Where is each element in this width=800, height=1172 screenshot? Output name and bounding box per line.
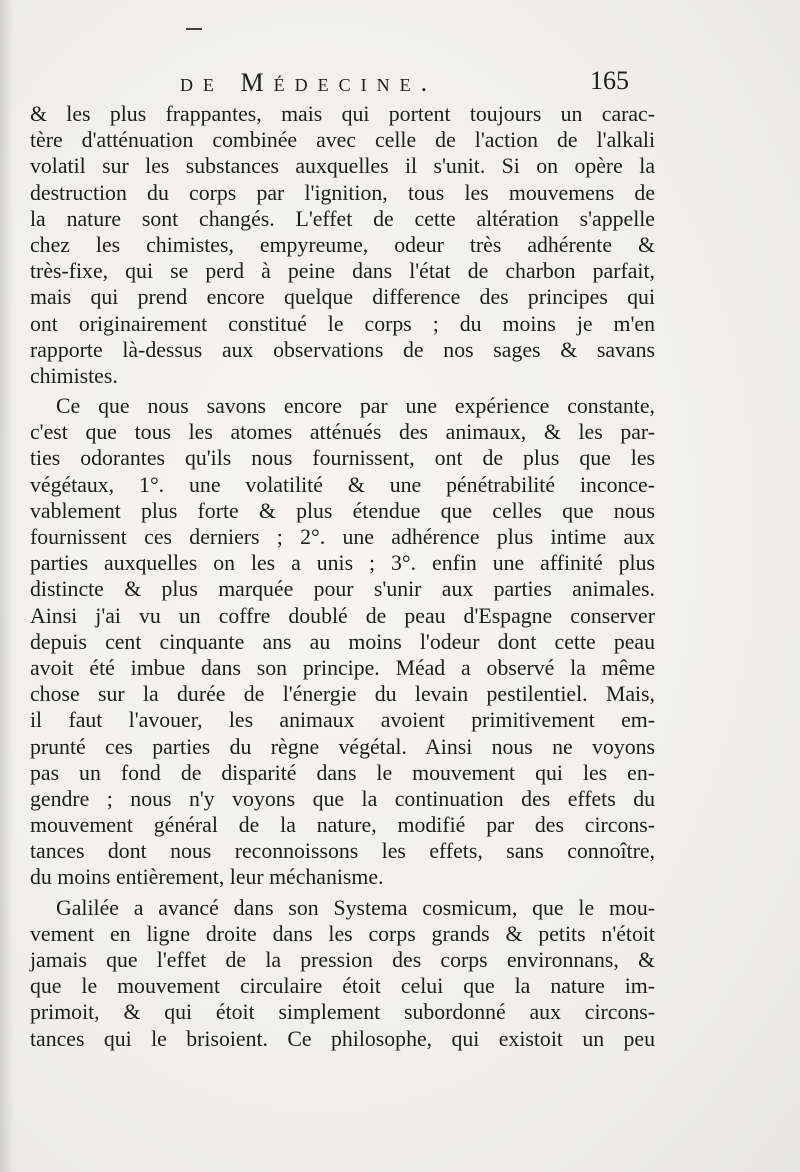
text-line: gendre ; nous n'y voyons que la continuation des effets du bbox=[30, 786, 655, 811]
page-number: 165 bbox=[590, 66, 629, 95]
text-line: chimistes. bbox=[30, 363, 118, 388]
text-line: chose sur la durée de l'énergie du levain pestilentiel. Mais, bbox=[30, 682, 655, 707]
text-line: ont originairement constitué le corps ; du moins je m'en bbox=[30, 311, 655, 336]
page-header bbox=[0, 62, 800, 102]
text-line: mouvement général de la nature, modifié par des circons- bbox=[30, 813, 655, 838]
running-title: de Médecine. bbox=[180, 68, 438, 97]
gutter-shadow bbox=[0, 0, 14, 1172]
text-line: Ainsi j'ai vu un coffre doublé de peau d'Espagne conserver bbox=[30, 603, 655, 628]
text-line: primoit, & qui étoit simplement subordonné aux circons- bbox=[30, 1000, 655, 1025]
text-line: prunté ces parties du règne végétal. Ainsi nous ne voyons bbox=[30, 734, 655, 759]
text-line: il faut l'avouer, les animaux avoient primitivement em- bbox=[30, 708, 655, 733]
text-line: très-fixe, qui se perd à peine dans l'état de charbon parfait, bbox=[30, 259, 655, 284]
text-line: végétaux, 1°. une volatilité & une pénétrabilité inconce- bbox=[30, 472, 655, 497]
text-line: vement en ligne droite dans les corps grands & petits n'étoit bbox=[30, 921, 655, 946]
text-line: fournissent ces derniers ; 2°. une adhérence plus intime aux bbox=[30, 525, 655, 549]
text-line: pas un fond de disparité dans le mouvement qui les en- bbox=[30, 760, 655, 785]
text-line: Galilée a avancé dans son Systema cosmicum, que le mou- bbox=[56, 895, 655, 920]
text-line: jamais que l'effet de la pression des corps environnans, & bbox=[30, 948, 655, 972]
text-line: tances qui le brisoient. Ce philosophe, qui existoit un peu bbox=[30, 1026, 655, 1051]
text-line: parties auxquelles on les a unis ; 3°. enfin une affinité plus bbox=[30, 551, 655, 576]
text-line: tances dont nous reconnoissons les effets, sans connoître, bbox=[30, 839, 655, 864]
text-line: c'est que tous les atomes atténués des animaux, & les par- bbox=[30, 420, 655, 445]
text-line: du moins entièrement, leur méchanisme. bbox=[30, 865, 384, 890]
body-text bbox=[30, 101, 655, 1052]
text-line: mais qui prend encore quelque difference des principes qui bbox=[30, 285, 655, 310]
text-line: vablement plus forte & plus étendue que celles que nous bbox=[30, 498, 655, 523]
text-line: volatil sur les substances auxquelles il s'unit. Si on opère la bbox=[30, 154, 655, 179]
text-line: distincte & plus marquée pour s'unir aux parties animales. bbox=[30, 577, 655, 602]
text-line: ties odorantes qu'ils nous fournissent, ont de plus que les bbox=[30, 446, 655, 471]
text-line: la nature sont changés. L'effet de cette altération s'appelle bbox=[30, 206, 655, 231]
text-line: que le mouvement circulaire étoit celui que la nature im- bbox=[30, 974, 655, 999]
text-line: avoit été imbue dans son principe. Méad a observé la même bbox=[30, 655, 655, 680]
text-line: & les plus frappantes, mais qui portent toujours un carac- bbox=[30, 102, 655, 126]
text-line: rapporte là-dessus aux observations de nos sages & savans bbox=[30, 337, 655, 362]
text-line: tère d'atténuation combinée avec celle de l'action de l'alkali bbox=[30, 128, 655, 153]
printer-mark bbox=[186, 28, 202, 30]
text-line: destruction du corps par l'ignition, tous les mouvemens de bbox=[30, 180, 655, 205]
text-line: depuis cent cinquante ans au moins l'odeur dont cette peau bbox=[30, 629, 655, 654]
text-line: chez les chimistes, empyreume, odeur très adhérente & bbox=[30, 232, 655, 257]
text-line: Ce que nous savons encore par une expérience constante, bbox=[56, 394, 655, 419]
